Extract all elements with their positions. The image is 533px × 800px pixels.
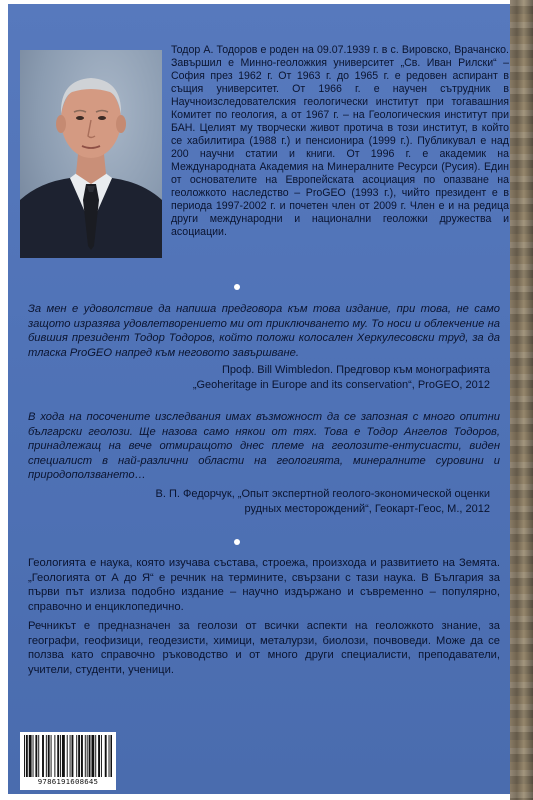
barcode-bars — [24, 735, 112, 777]
barcode-bar — [48, 735, 50, 777]
barcode-bar — [91, 735, 94, 777]
barcode-bar — [109, 735, 110, 777]
quote-wimbledon: За мен е удоволствие да напиша предговора към това издание, при това, не само защото изразява удовлетворението ми от приключването му. То носи и облекчение на бившия президент Тодор Тодоров, който положи колосален Херкулесовски труд, за да тласка ProGEO напред към неговото завършване. — [28, 303, 500, 359]
author-biography: Тодор А. Тодоров е роден на 09.07.1939 г. в с. Вировско, Врачанско. Завършил е Минно-геоложкия университет „Св. Иван Рилски“ – София през 1962 г. От 1963 г. до 1965 г. е редовен аспирант в същия университет. От 1966 г. е научен сътрудник в Научноизследователския геологически институт при тогавашния Комитет по геология, а от 1967 г. – на Геологическия институт при БАН. Целият му творчески живот протича в този институт, в който се хабилитира (1988 г.) и пенсионира (1999 г.). Публикувал е над 200 научни статии и книги. От 1996 г. е академик на Международната Академия на Минералните Ресурси (Русия). Един от основателите на Европейската асоциация по опазване на геоложкото наследство – ProGEO (1993 г.), чийто президент е в периода 1997-2002 г. и почетен член от 2009 г. Член е и на редица други международни и национални геоложки дружества и асоциации. — [171, 44, 509, 238]
author-photo — [20, 50, 162, 258]
barcode-bar — [87, 735, 88, 777]
barcode-bar — [24, 735, 25, 777]
barcode-bar — [85, 735, 86, 777]
barcode-bar — [26, 735, 28, 777]
barcode-bar — [57, 735, 59, 777]
barcode-bar — [70, 735, 71, 777]
barcode-bar — [60, 735, 61, 777]
quote-fedorchuk-source-line2: рудных месторождений“, Геокарт-Геос, М., 2012 — [244, 502, 490, 515]
quote-wimbledon-source — [50, 363, 490, 392]
barcode-bar — [35, 735, 37, 777]
quote-fedorchuk-source-line1: В. П. Федорчук, „Опыт экспертной геолого-экономической оценки — [155, 488, 490, 500]
barcode-bar — [95, 735, 96, 777]
barcode-bar — [46, 735, 47, 777]
book-spine — [510, 0, 533, 800]
isbn-number: 9786191608645 — [37, 777, 99, 786]
back-cover — [8, 4, 510, 794]
isbn-barcode — [20, 732, 116, 790]
quote-wimbledon-source-line2: „Geoheritage in Europe and its conservation“, ProGEO, 2012 — [192, 378, 490, 391]
book-description-paragraph-2: Речникът е предназначен за геолози от всички аспекти на геоложкото знание, за географи, геофизици, геодезисти, химици, металурзи, биолози, почвоведи. Може да се ползва като справочно ръководство и от много други специалисти, преподаватели, учители, студенти, ученици. — [28, 620, 500, 676]
barcode-bar — [72, 735, 74, 777]
barcode-bar — [51, 735, 52, 777]
barcode-bar — [29, 735, 32, 777]
quote-fedorchuk: В хода на посочените изследвания имах възможност да се запозная с много опитни български геолози. Ще назова само някои от тях. Това е Тодор Ангелов Тодоров, принадлежащ на вече отмиращото днес племе на геолозите-ентусиасти, виден специалист в най-различни области на геологията, минералните суровини и природоползването… — [28, 411, 500, 482]
separator-bullet-1 — [234, 284, 240, 290]
barcode-bar — [33, 735, 34, 777]
barcode-bar — [62, 735, 65, 777]
barcode-bar — [105, 735, 107, 777]
barcode-bar — [42, 735, 44, 777]
barcode-bar — [89, 735, 91, 777]
barcode-bar — [38, 735, 39, 777]
barcode-bar — [76, 735, 77, 777]
barcode-bar — [81, 735, 83, 777]
barcode-bar — [78, 735, 80, 777]
barcode-bar — [54, 735, 55, 777]
book-description-paragraph-1: Геологията е наука, която изучава състава, строежа, произхода и развитието на Земята. „Геологията от А до Я“ е речник на термините, свързани с тази наука. В България за първи път излиза подобно издание – научно издържано и съвременно – популярно, справочно и енциклопедично. — [28, 557, 500, 613]
barcode-bar — [101, 735, 102, 777]
quote-fedorchuk-source — [50, 487, 490, 516]
separator-bullet-2 — [234, 539, 240, 545]
barcode-bar — [98, 735, 100, 777]
author-portrait-image — [20, 50, 162, 258]
barcode-bar — [67, 735, 68, 777]
quote-wimbledon-source-line1: Проф. Bill Wimbledon. Предговор към монографията — [222, 364, 490, 376]
barcode-bar — [110, 735, 112, 777]
